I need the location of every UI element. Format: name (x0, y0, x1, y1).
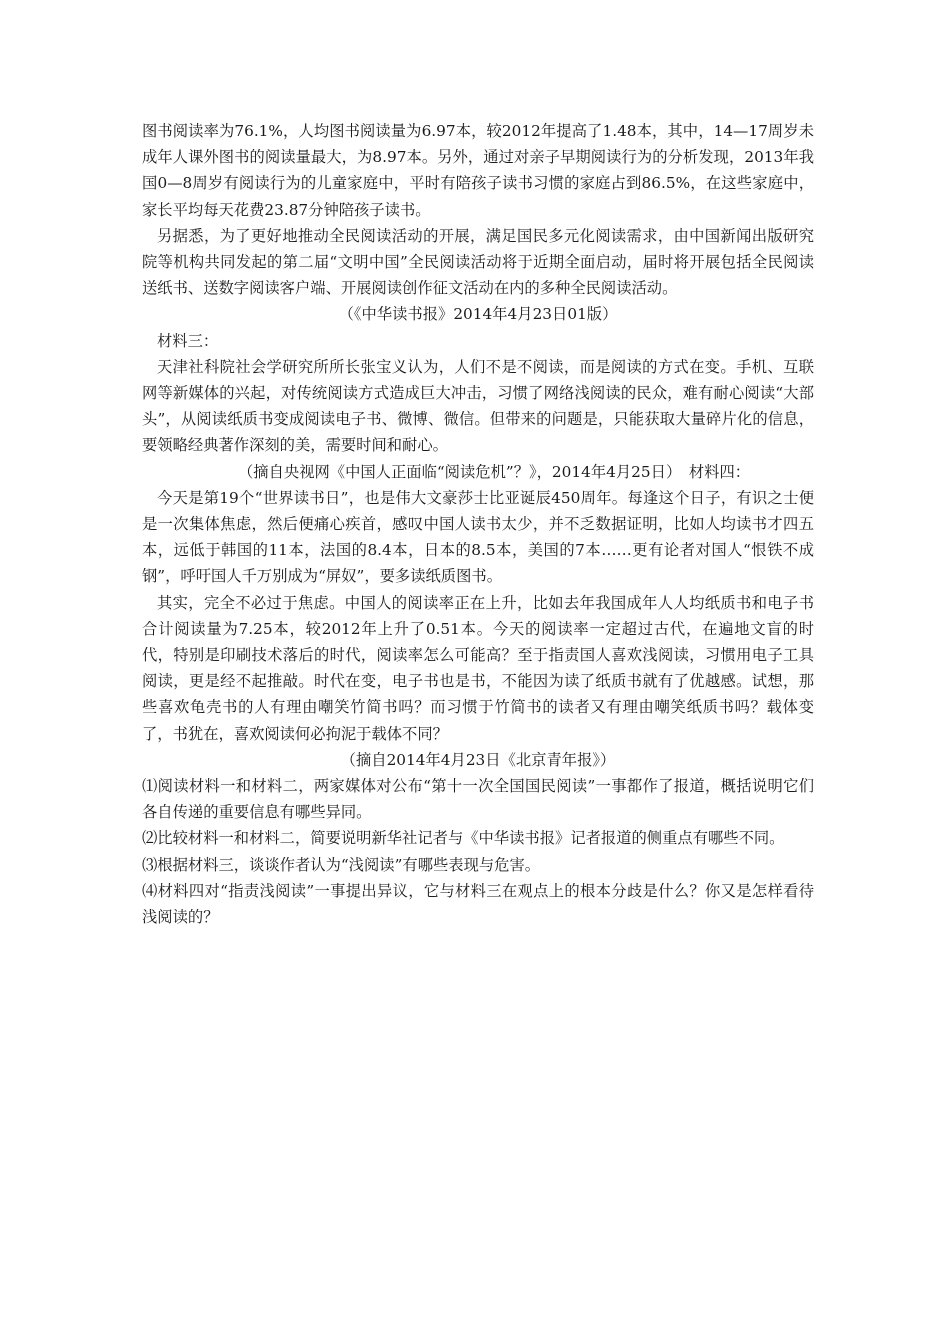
paragraph-reading-campaign: 另据悉，为了更好地推动全民阅读活动的开展，满足国民多元化阅读需求，由中国新闻出版研究院等机构共同发起的第二届“文明中国”全民阅读活动将于近期全面启动，届时将开展包括全民阅读送纸书、送数字阅读客户端、开展阅读创作征文活动在内的多种全民阅读活动。 (142, 226, 814, 298)
question-2: ⑵比较材料一和材料二，简要说明新华社记者与《中华读书报》记者报道的侧重点有哪些不同。 (142, 829, 785, 848)
paragraph-material-4-second: 其实，完全不必过于焦虑。中国人的阅读率正在上升，比如去年我国成年人人均纸质书和电子书合计阅读量为7.25本，较2012年上升了0.51本。今天的阅读率一定超过古代，在遍地文盲的时代，特别是印刷技术落后的时代，阅读率怎么可能高？至于指责国人喜欢浅阅读，习惯用电子工具阅读，更是经不起推敲。时代在变，电子书也是书，不能因为读了纸质书就有了优越感。试想，那些喜欢龟壳书的人有理由嘲笑竹简书吗？而习惯于竹简书的读者又有理由嘲笑纸质书吗？载体变了，书犹在，喜欢阅读何必拘泥于载体不同？ (142, 593, 814, 743)
paragraph-material-3: 天津社科院社会学研究所所长张宝义认为，人们不是不阅读，而是阅读的方式在变。手机、互联网等新媒体的兴起，对传统阅读方式造成巨大冲击，习惯了网络浅阅读的民众，难有耐心阅读“大部头”，从阅读纸质书变成阅读电子书、微博、微信。但带来的问题是，只能获取大量碎片化的信息，要领略经典著作深刻的美，需要时间和耐心。 (142, 357, 814, 455)
source-citation-material-3: （摘自央视网《中国人正面临“阅读危机”？》，2014年4月25日） 材料四： (238, 462, 751, 481)
document-page (142, 118, 814, 930)
heading-material-3: 材料三： (157, 331, 219, 350)
question-3: ⑶根据材料三，谈谈作者认为“浅阅读”有哪些表现与危害。 (142, 855, 541, 874)
paragraph-reading-statistics: 图书阅读率为76.1%，人均图书阅读量为6.97本，较2012年提高了1.48本，其中，14—17周岁未成年人课外图书的阅读量最大，为8.97本。另外，通过对亲子早期阅读行为的分析发现，2013年我国0—8周岁有阅读行为的儿童家庭中，平时有陪孩子读书习惯的家庭占到86.5%，在这些家庭中，家长平均每天花费23.87分钟陪孩子读书。 (142, 122, 814, 219)
question-4: ⑷材料四对“指责浅阅读”一事提出异议，它与材料三在观点上的根本分歧是什么？你又是怎样看待浅阅读的？ (142, 881, 814, 927)
question-1: ⑴阅读材料一和材料二，两家媒体对公布“第十一次全国国民阅读”一事都作了报道，概括说明它们各自传递的重要信息有哪些异同。 (142, 777, 814, 822)
source-citation-material-2: （《中华读书报》2014年4月23日01版） (338, 305, 618, 324)
paragraph-material-4-first: 今天是第19个“世界读书日”，也是伟大文豪莎士比亚诞辰450周年。每逢这个日子，有识之士便是一次集体焦虑，然后便痛心疾首，感叹中国人读书太少，并不乏数据证明，比如人均读书才四五本，远低于韩国的11本，法国的8.4本，日本的8.5本，美国的7本……更有论者对国人“恨铁不成钢”，呼吁国人千万别成为“屏奴”，要多读纸质图书。 (142, 488, 814, 586)
source-citation-material-4: （摘自2014年4月23日《北京青年报》） (340, 750, 616, 769)
